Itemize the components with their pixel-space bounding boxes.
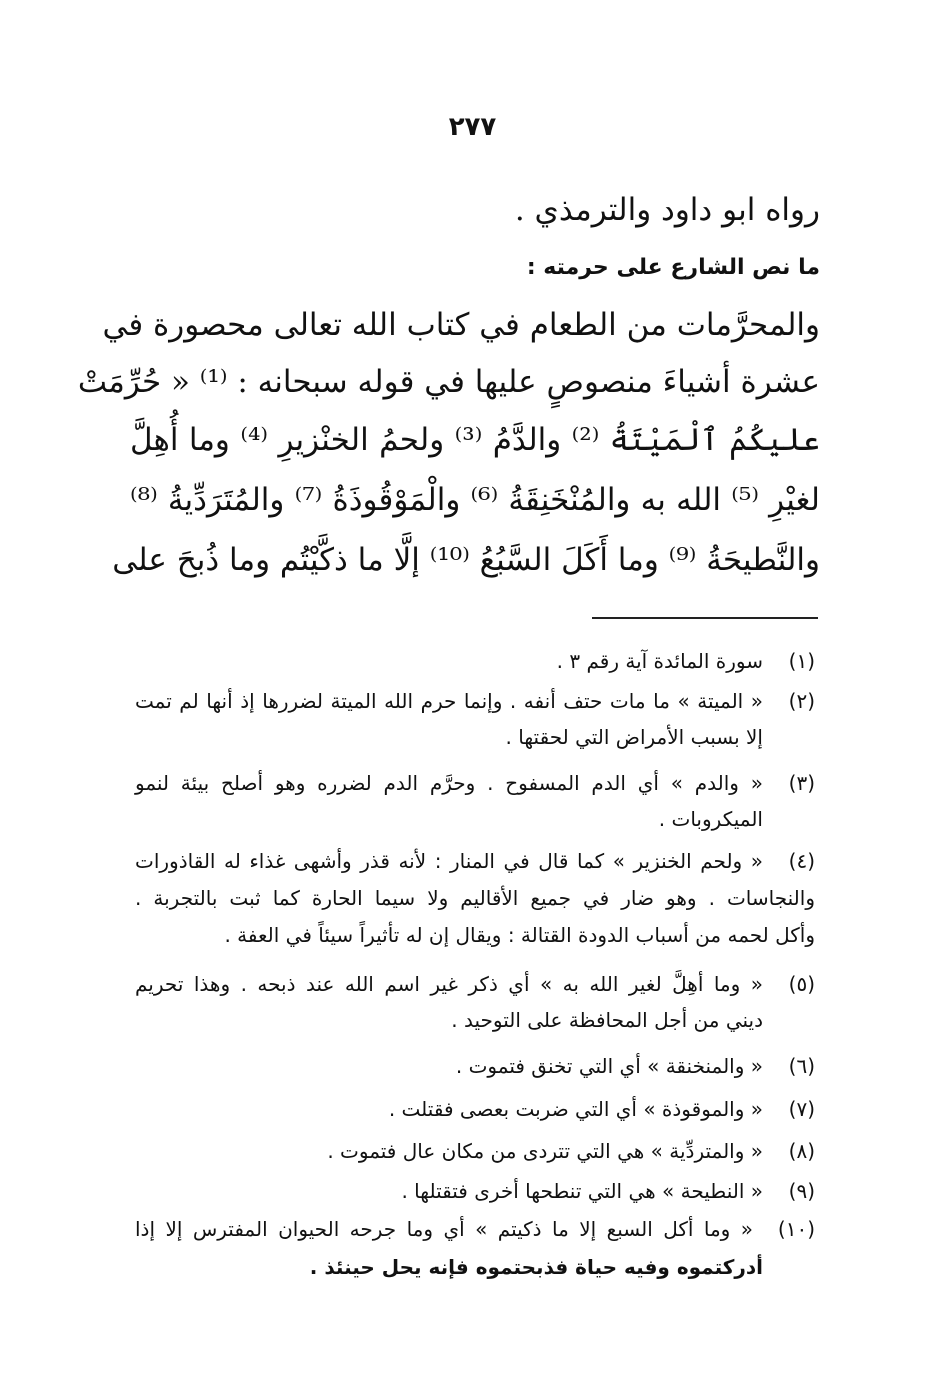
footnote-7 — [135, 1093, 815, 1125]
footnote-number: (٦) — [788, 1054, 815, 1078]
footnote-number: (٨) — [788, 1139, 815, 1163]
main-line-1: رواه ابو داود والترمذي . — [514, 192, 820, 228]
footnote-number: (٧) — [788, 1097, 815, 1121]
footnote-10 — [135, 1213, 815, 1288]
main-line-3: عشرة أشياءَ منصوصٍ عليها في قوله سبحانه : ⁽¹⁾ « حُرِّمَتْ — [77, 364, 820, 400]
footnote-number: (٩) — [788, 1179, 815, 1203]
footnote-text-cont: إلا بسبب الأمراض التي لحقتها . — [505, 725, 763, 749]
footnote-text: « والدم » أي الدم المسفوح . وحرَّم الدم لضرره وهو أصلح بيئة لنمو — [135, 771, 763, 795]
footnote-5 — [135, 968, 815, 1038]
footnote-2 — [135, 685, 815, 755]
section-heading: ما نص الشارع على حرمته : — [526, 255, 820, 280]
footnote-separator — [592, 617, 818, 619]
footnote-text: « والمنخنقة » أي التي تخنق فتموت . — [455, 1054, 763, 1078]
footnote-text-cont: الميكروبات . — [658, 807, 763, 831]
footnote-8 — [135, 1135, 815, 1167]
footnote-text: « النطيحة » هي التي تنطحها أخرى فتقتلها . — [401, 1179, 763, 1203]
footnote-text: « وما أكل السبع إلا ما ذكيتم » أي وما جرحه الحيوان المفترس إلا إذا — [135, 1217, 753, 1241]
footnote-text: « والموقوذة » أي التي ضربت بعصى فقتلت . — [388, 1097, 763, 1121]
footnote-4 — [135, 845, 815, 955]
footnote-3 — [135, 767, 815, 837]
footnote-text: « وما أهِلَّ لغير الله به » أي ذكر غير اسم الله عند ذبحه . وهذا تحريم — [135, 972, 763, 996]
page-number: ٢٧٧ — [448, 112, 497, 142]
footnote-text-cont: والنجاسات . وهو ضار في جميع الأقاليم ولا سيما الحارة كما ثبت بالتجربة . — [135, 886, 815, 910]
footnote-text-cont: وأكل لحمه من أسباب الدودة القتالة : ويقال إن له تأثيراً سيئاً في العفة . — [224, 923, 815, 947]
footnote-1 — [135, 645, 815, 677]
footnote-6 — [135, 1050, 815, 1082]
footnote-text-cont: ديني من أجل المحافظة على التوحيد . — [451, 1008, 763, 1032]
main-line-5: لغيْرِ ⁽⁵⁾ الله به والمُنْخَنِقَةُ ⁽⁶⁾ والْمَوْقُوذَةُ ⁽⁷⁾ والمُتَرَدِّيةُ ⁽⁸⁾ — [130, 482, 821, 518]
footnote-number: (١) — [788, 649, 815, 673]
footnote-number: (٤) — [788, 849, 815, 873]
footnote-number: (١٠) — [777, 1217, 815, 1241]
footnote-text: « والمتردِّية » هي التي تتردى من مكان عال فتموت . — [327, 1139, 763, 1163]
footnote-number: (٥) — [788, 972, 815, 996]
footnote-number: (٢) — [788, 689, 815, 713]
footnote-text: سورة المائدة آية رقم ٣ . — [556, 649, 763, 673]
footnotes — [135, 645, 815, 1305]
footnote-text: « الميتة » ما مات حتف أنفه . وإنما حرم الله الميتة لضررها إذ أنها لم تمت — [135, 689, 763, 713]
footnote-text: « ولحم الخنزير » كما قال في المنار : لأنه قذر وأشهى غذاء له القاذورات — [135, 849, 763, 873]
main-line-2: والمحرَّمات من الطعام في كتاب الله تعالى محصورة في — [102, 307, 820, 343]
footnote-9 — [135, 1175, 815, 1207]
footnote-text-cont: أدركتموه وفيه حياة فذبحتموه فإنه يحل حينئذ . — [309, 1255, 763, 1279]
footnote-number: (٣) — [788, 771, 815, 795]
main-text — [77, 185, 821, 605]
main-line-6: والنَّطيحَةُ ⁽⁹⁾ وما أَكَلَ السَّبُعُ ⁽¹⁰⁾ إلَّا ما ذكَّيْتُم وما ذُبحَ على — [112, 542, 820, 578]
main-line-4: عليكُمُ ٱلْمَيْتَةُ ⁽²⁾ والدَّمُ ⁽³⁾ ولحمُ الخنْزيرِ ⁽⁴⁾ وما أُهِلَّ — [130, 422, 821, 458]
